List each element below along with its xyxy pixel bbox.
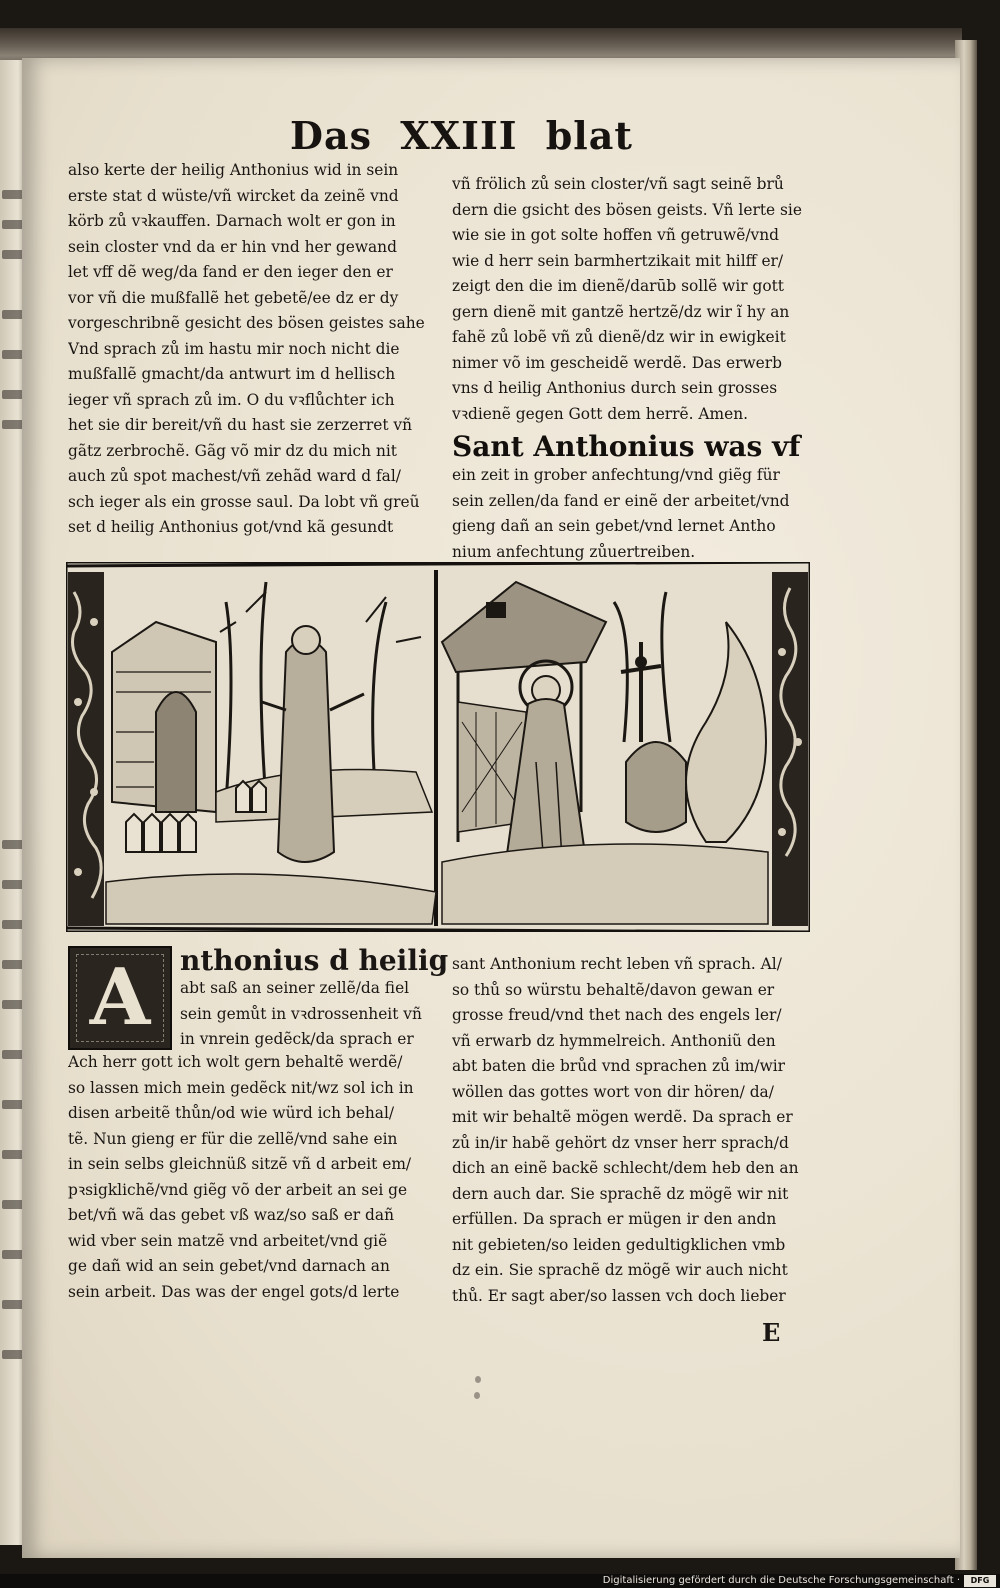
floral-border-right xyxy=(772,572,808,926)
initial-letter: A xyxy=(89,952,151,1043)
text-line: mit wir behaltẽ mögen werdẽ. Da sprach er xyxy=(452,1108,793,1126)
text-line: gãtz zerbrochẽ. Gãg võ mir dz du mich nit xyxy=(68,441,397,460)
text-line: nium anfechtung zůuertreiben. xyxy=(452,542,696,561)
running-head xyxy=(290,113,633,161)
text-column-top-right xyxy=(452,172,808,565)
initial-paragraph xyxy=(68,944,449,1050)
woodcut-illustration xyxy=(66,562,810,932)
text-line: also kerte der heilig Anthonius wid in sein xyxy=(68,161,399,179)
text-line: set d heilig Anthonius got/vnd kã gesundt xyxy=(68,518,394,536)
text-line: vns d heilig Anthonius durch sein grosses xyxy=(452,379,778,397)
running-head-word: blat xyxy=(545,113,633,158)
text-line: vñ frölich zů sein closter/vñ sagt seinẽ brů xyxy=(452,175,784,193)
text-line: zeigt den die im dienẽ/darūb sollẽ wir gott xyxy=(452,277,784,295)
text-line: in vnrein gedẽck/da sprach er xyxy=(180,1030,414,1048)
text-line: Ach herr gott ich wolt gern behaltẽ werdẽ/ xyxy=(68,1053,403,1071)
catchword: E xyxy=(762,1318,781,1347)
text-line: fahẽ zů lobẽ vñ zů dienẽ/dz wir in ewigkeit xyxy=(452,328,786,346)
text-line: dern die gsicht des bösen geists. Vñ lerte sie xyxy=(452,200,802,219)
text-line: ein zeit in grober anfechtung/vnd giẽg für xyxy=(452,466,780,484)
text-column-top-left xyxy=(68,158,430,541)
text-line: ge dañ wid an sein gebet/vnd darnach an xyxy=(68,1257,390,1275)
floral-border-left xyxy=(68,572,104,926)
text-line: sein arbeit. Das was der engel gots/d lerte xyxy=(68,1282,400,1301)
initial-lines xyxy=(180,944,449,1053)
text-line: bet/vñ wã das gebet vß waz/so saß er dañ xyxy=(68,1206,394,1224)
text-line: dz ein. Sie sprachẽ dz mögẽ wir auch nicht xyxy=(452,1261,788,1279)
text-line: nit gebieten/so leiden gedultigklichen vmb xyxy=(452,1235,786,1254)
text-column-bottom-left xyxy=(68,1050,430,1305)
text-line: dern auch dar. Sie sprachẽ dz mögẽ wir nit xyxy=(452,1184,789,1203)
text-line: wie d herr sein barmhertzikait mit hilff er/ xyxy=(452,251,784,270)
text-line: sch ieger als ein grosse saul. Da lobt vñ greũ xyxy=(68,492,420,511)
text-line: vor vñ die mußfallẽ het gebetẽ/ee dz er dy xyxy=(68,288,399,307)
text-line: zů in/ir habẽ gehört dz vnser herr sprach/d xyxy=(452,1133,789,1152)
text-line: so thů so würstu behaltẽ/davon gewan er xyxy=(452,980,775,999)
text-line: vñ erwarb dz hymmelreich. Anthoniũ den xyxy=(452,1031,776,1050)
folio-number: XXIII xyxy=(400,113,518,158)
text-line: nimer võ im gescheidẽ werdẽ. Das erwerb xyxy=(452,353,782,372)
dfg-logo: DFG xyxy=(964,1575,996,1587)
text-column-bottom-right xyxy=(452,952,808,1309)
text-line: pꝛsigklichẽ/vnd giẽg võ der arbeit an sei ge xyxy=(68,1180,408,1199)
text-line: Vnd sprach zů im hastu mir noch nicht die xyxy=(68,339,400,358)
text-line: abt baten die brůd vnd sprachen zů im/wir xyxy=(452,1057,786,1075)
text-line: körb zů vꝛkauffen. Darnach wolt er gon in xyxy=(68,212,396,230)
text-line: thů. Er sagt aber/so lassen vch doch lieber xyxy=(452,1286,786,1305)
text-line: ieger vñ sprach zů im. O du vꝛflůchter ich xyxy=(68,390,395,409)
decorated-initial xyxy=(68,946,172,1050)
text-line: wie sie in got solte hoffen vñ getruwẽ/vnd xyxy=(452,226,779,244)
digitization-credit: Digitalisierung gefördert durch die Deutsche Forschungsgemeinschaft · xyxy=(602,1575,960,1586)
section-heading: Sant Anthonius was vf xyxy=(452,430,801,463)
text-line: so lassen mich mein gedẽck nit/wz sol ich in xyxy=(68,1078,414,1097)
text-line: grosse freud/vnd thet nach des engels ler/ xyxy=(452,1006,782,1024)
text-line: sein gemůt in vꝛdrossenheit vñ xyxy=(180,1004,422,1023)
opening-words: nthonius d heilig xyxy=(180,944,449,977)
text-line: sein zellen/da fand er einẽ der arbeitet/vnd xyxy=(452,491,790,510)
text-line: disen arbeitẽ thůn/od wie würd ich behal/ xyxy=(68,1104,395,1122)
text-line: vꝛdienẽ gegen Gott dem herrẽ. Amen. xyxy=(452,404,749,423)
text-line: het sie dir bereit/vñ du hast sie zerzerret vñ xyxy=(68,416,412,434)
text-line: sant Anthonium recht leben vñ sprach. Al/ xyxy=(452,955,782,973)
text-line: sein closter vnd da er hin vnd her gewand xyxy=(68,237,397,256)
text-line: erste stat d wüste/vñ wircket da zeinẽ vnd xyxy=(68,186,399,205)
text-line: dich an einẽ backẽ schlecht/dem heb den an xyxy=(452,1159,799,1177)
text-line: vorgeschribnẽ gesicht des bösen geistes sahe xyxy=(68,314,425,332)
running-head-word: Das xyxy=(290,113,372,158)
text-line: tẽ. Nun gieng er für die zellẽ/vnd sahe ein xyxy=(68,1129,398,1148)
text-line: let vff dẽ weg/da fand er den ieger den er xyxy=(68,263,393,281)
text-line: erfüllen. Da sprach er mügen ir den andn xyxy=(452,1210,777,1228)
text-line: gern dienẽ mit gantzẽ hertzẽ/dz wir ĩ hy an xyxy=(452,302,790,321)
text-line: mußfallẽ gmacht/da antwurt im d hellisch xyxy=(68,365,396,383)
text-line: in sein selbs gleichnüß sitzẽ vñ d arbeit em/ xyxy=(68,1155,412,1173)
text-line: auch zů spot machest/vñ zehãd ward d fal/ xyxy=(68,467,401,485)
text-line: gieng dañ an sein gebet/vnd lernet Antho xyxy=(452,517,776,535)
text-line: wöllen das gottes wort von dir hören/ da/ xyxy=(452,1082,774,1101)
text-line: abt saß an seiner zellẽ/da fiel xyxy=(180,979,410,997)
text-line: wid vber sein matzẽ vnd arbeitet/vnd giẽ xyxy=(68,1231,388,1250)
